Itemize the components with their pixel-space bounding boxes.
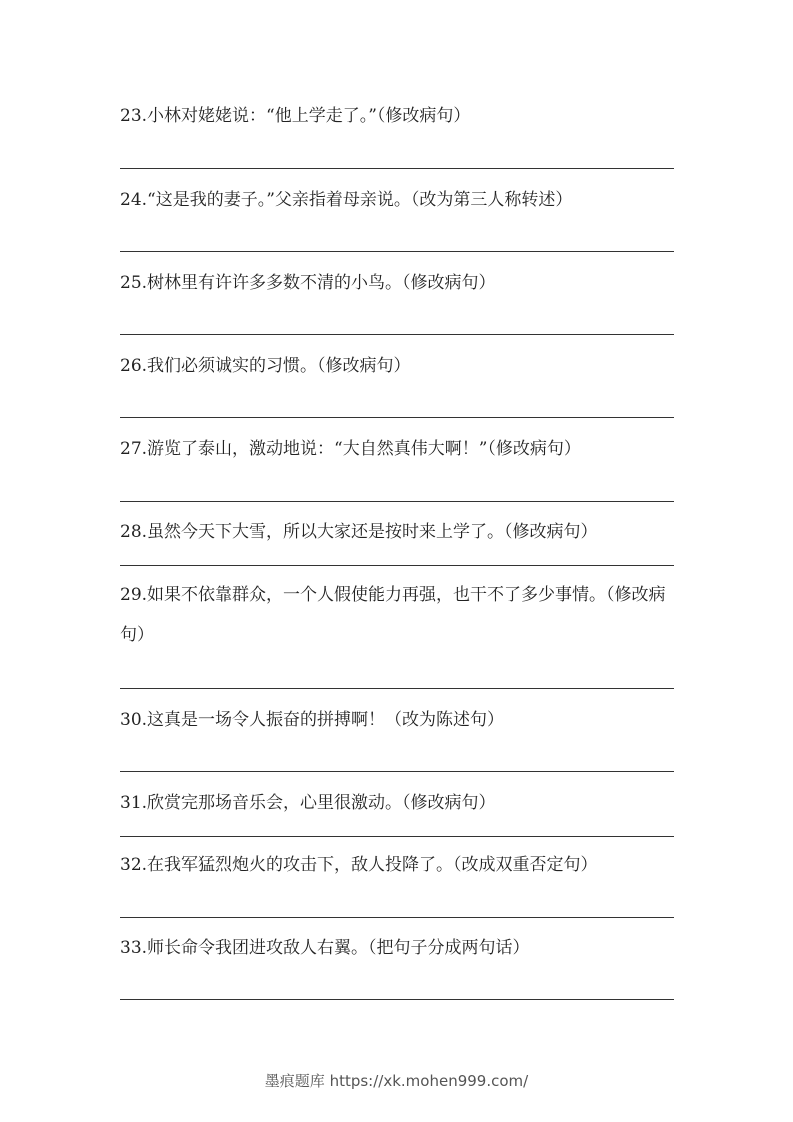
question-31: 31.欣赏完那场音乐会，心里很激动。（修改病句）: [120, 793, 496, 813]
answer-line-32: [120, 917, 674, 918]
question-32: 32.在我军猛烈炮火的攻击下，敌人投降了。（改成双重否定句）: [120, 855, 598, 875]
question-27: 27.游览了泰山，激动地说：“大自然真伟大啊！”（修改病句）: [120, 439, 581, 459]
answer-line-24: [120, 251, 674, 252]
question-29: 29.如果不依靠群众，一个人假使能力再强，也干不了多少事情。（修改病句）: [120, 585, 666, 645]
question-28: 28.虽然今天下大雪，所以大家还是按时来上学了。（修改病句）: [120, 522, 598, 542]
question-26: 26.我们必须诚实的习惯。（修改病句）: [120, 356, 411, 376]
question-24: 24.“这是我的妻子。”父亲指着母亲说。（改为第三人称转述）: [120, 190, 573, 210]
answer-line-33: [120, 999, 674, 1000]
answer-line-25: [120, 334, 674, 335]
answer-line-23: [120, 168, 674, 169]
question-30: 30.这真是一场令人振奋的拼搏啊！（改为陈述句）: [120, 710, 505, 730]
question-23: 23.小林对姥姥说：“他上学走了。”（修改病句）: [120, 106, 471, 126]
answer-line-27: [120, 501, 674, 502]
answer-line-30: [120, 771, 674, 772]
answer-line-28: [120, 565, 674, 566]
footer-watermark: 墨痕题库 https://xk.mohen999.com/: [264, 1072, 529, 1090]
answer-line-31: [120, 836, 674, 837]
answer-line-26: [120, 417, 674, 418]
answer-line-29: [120, 688, 674, 689]
question-33: 33.师长命令我团进攻敌人右翼。（把句子分成两句话）: [120, 938, 530, 958]
question-25: 25.树林里有许许多多数不清的小鸟。（修改病句）: [120, 273, 496, 293]
